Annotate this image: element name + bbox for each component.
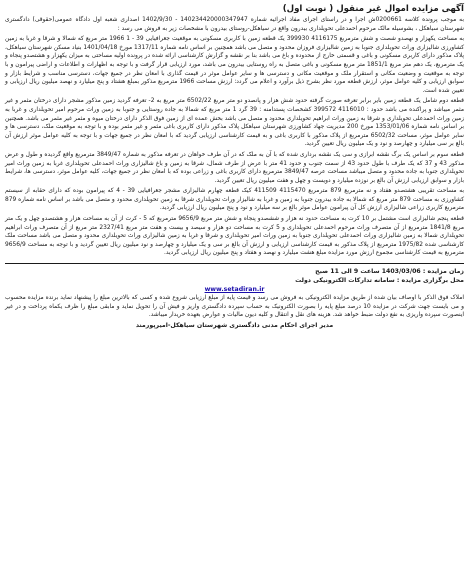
- notice-intro: به موجب پرونده کلاسه 0200661ش اجرا و در راستای اجرای مفاد اجرائیه شماره 140234420000347947 - 1402/9/30 اصداری شعبه اول دادگاه عمومی(حقوقی) دادگستری شهرستان سیاهکل ، بشوسیله مالک مرحوم احمدعلی تحویلداری بیدرون واقع در سیاهکل-روستای بیدرون با مشخصات زیر به فروش می رسد :: [5, 17, 464, 32]
- signature: مدیر اجرای احکام مدنی دادگستری شهرستان سیاهکل-امیرپورمند: [135, 321, 334, 329]
- property-item-5: قطعه پنجم شالیزاری است مشتمل بر 10 کرت به مساحت حدود نه هزار و ششصدو پنجاه و شش متر مربع 9656/9 مترمربع که 5 - کرت از آن به مساحت هزار و هشتصدو چهل و یک متر مربع 1841/8 مترمربع از آن متصرف وراث مرحوم احمدعلی تحویلداری و 5 کرت به مساحت دو هزار و سیصد و بیست و هفت متر مربع 2327/41 متر مربع از آن متصرف وراث ابراهیم تحویلداری شمالا به زمین شالیزاری وراث احمدعلی تحویلداری جنوبا به زمین وراث امیر تحویلداری و شرقا و غربا به زمین شالیزاری وراث تحویلداری محدود و متصل می باشد مساحت ملک کارشناسی شده 1975/82 مترمربع از پلاک مذکور به قیمت کارشناسی ارزیابی و ارزش آن بالغ بر سی و یک میلیارد و چهارصد و نود میلیون ریال تعیین گردید و با توجه به مساحت 9656/9 مترمربع به قیمت کارشناسی مجموع ارزش مورد مزایده مبلغ هشت میلیارد و نهصد و هفتاد و پنج میلیون ریال ارزیابی گردید.: [5, 216, 465, 257]
- website-link[interactable]: www.setadiran.ir: [204, 286, 265, 294]
- property-item-2: قطعه دوم شامل یک قطعه زمین بایر برابر تعرفه صورت گرفته حدود شش هزار و پانصدو دو متر مربع 6502/22 متر مربع به 2- تعرفه گردید زمین مذکور مشجر دارای درختان مثمر و غیر مثمر میباشد و پراکنده می باشد حدود : 4116010 399572 کشخصات پستدامنه : 39 گرد 1 متر مربع که شمالا به جاده روستایی و جنوبا به زمین وراث مرحوم امیر تحویلداری و غربا به زمین وراث احمدعلی تحویلداری و شرقا به زمین وراث ابراهیم تحویلداری محدود و متصل می باشد بخش عمده ای از زمین فوق الذکر دارای درختان میوه و مثمر غیر مثمر می باشد. همچنین بر اساس نامه شماره 1353/01/06 مورخ 200 مدیریت جهاد کشاورزی شهرستان سیاهکل پلاک مذکور دارای کاربری باغی مثمر و غیر مثمر بوده و با توجه به موقعیت ملک، دسترسی ها و سایر عوامل موثر، مساحت 6502/32 مترمربع از پلاک مذکور با کاربری باغی و به قیمت کارشناسی ارزیابی گردید که با امعان نظر در جمیع جهات و با توجه به کلیه عوامل موثر ارزش آن بالغ بر سی میلیارد و چهارصد و نود و یک میلیون ریال تعیین گردید.: [5, 98, 464, 148]
- property-item-3: قطعه سوم بر اساس یک برگ نقشه ابرازی و سی یک نقشه برداری شده که با آن به ملک که در آن طرف خواهان در تعرفه مذکور به شماره 3849/47 مترمربع واقع گردیده و طول و عرض مذکور 43 و 37 که یک طرف با طول حدود 43 از سمت جنوب و حدود 41 متر با عرض از طرف شمال، شرقا به زمین و باغ شالیزاری وراث احمدعلی تحویلداری غربا به زمین وراث امیر تحویلداری جنوبا به جاده محدود و متصل میباشد مساحت عرصه 3849/47 مترمربع دارای کاربری باغی و زراعی بوده که با امعان نظر در جمیع جهات، کلیه عوامل موثر، دسترسی ها، شرایط بازار و سوابق ارزیابی ارزش آن بالغ بر نوزده میلیارد و دویست و چهل و هفت میلیون ریال تعیین گردید.: [5, 151, 464, 184]
- notice-title: آگهی مزایده اموال غیر منقول ( نوبت اول): [282, 4, 464, 14]
- property-item-4: به مساحت تقریبی هشتصدو هفتاد و نه مترمربع 879 مترمربع 4115470 411509 کیک قطعه چهارم شالیزاری مشجر جغرافیایی 39 - 4 که پیرامون بوده که دارای حقابه از سیستم کشاورزی به مساحت 879 متر مربع که شمالا به جاده بیدرون جنوبا به زمین و غربا به شالیزار وراث تحویلداری شرقا به زمین تحویلداری محدود و متصل می باشد بر اساس نامه شماره 879 مترمربع کاربری زراعی شالیزاری ارزش کل آن پیرامون عوامل موثر بالغ بر سه میلیارد و نود و پنج میلیون ریال ارزیابی گردید.: [5, 188, 465, 212]
- property-item-1: به مساحت یکهزار و نهصدو شصت و شش مترمربع 4116175 399930 یک قطعه زمین با کاربری مسکونی به موقعیت جغرافیایی 39 - 1 1966 متر مربع که شمالا و شرقا و غربا به زمین کشاورزی شالیزاری وراث تحویلداری جنوبا به زمین شالیزاری فروزان محدود و متصل می باشد همچنین بر اساس نامه شماره 1317/11 مورخ 1401/04/18 بنیاد مسکن شهرستان سیاهکل، پلاک مذکور دارای کاربری مسکونی و باغی و قسمتی خارج از محدوده و باغ می باشد بنا بر نقشه و گزارش کارشناسی ارائه شده در پرونده اولیه مساحتی به میزان یکهزار و هشتصدو پنجاه و یک مترمربع، یک دهم متر مربع 1851/1 متر مربع مسکونی و باغی متصل به راه روستایی بیدرون می باشد، مورد ارزیابی قرار گرفت و با توجه به اظهارات و اطلاعات و اراضی پیرامون و با توجه به موقعیت و وضعیت مکانی و استقرار ملک و موقعیت مکانی و دسترسی ها و سایر عوامل موثر در قیمت گذاری با امعان نظر در جمیع جهات، دسترسی مناسب و شرایط بازار و سوابق ارزیابی و کلیه عوامل موثر، ارزش قطعه مورد نظر بشرح ذیل برآورد و اعلام می گردد: ارزش مساحت 1966 مترمربع مذکور بمبلغ هشتاد و پنج میلیارد و نهصد میلیون ریال ارزیابی و تعیین شده است.: [5, 36, 465, 94]
- auction-time: زمان مزایده : 1403/03/06 ساعت 9 الی 11 صبح: [315, 268, 464, 276]
- divider: [5, 263, 464, 264]
- auction-place: محل برگزاری مزایده : سامانه تدارکات الکترونیکی دولت: [295, 277, 464, 285]
- auction-conditions: املاک فوق الذکر با اوصاف بیان شده از طریق مزایده الکترونیکی به فروش می رسد و قیمت پایه از مبلغ ارزیابی شروع شده و کسی که بالاترین مبلغ را پیشنهاد نماید برنده مزایده محسوب و می بایست جهت شرکت در مزایده 10 درصد مبلغ پایه را بصورت الکترونیک به حساب سپرده دادگستری واریز و فیش آن را تحویل نماید و مابقی مبلغ را ظرف یکماه پرداخت و در غیر اینصورت سپرده واریزی به نفع دولت ضبط خواهد شد. هزینه های نقل و انتقال و کلیه دیون مالیات و عوارض بعهده خریدار میباشد.: [5, 295, 465, 319]
